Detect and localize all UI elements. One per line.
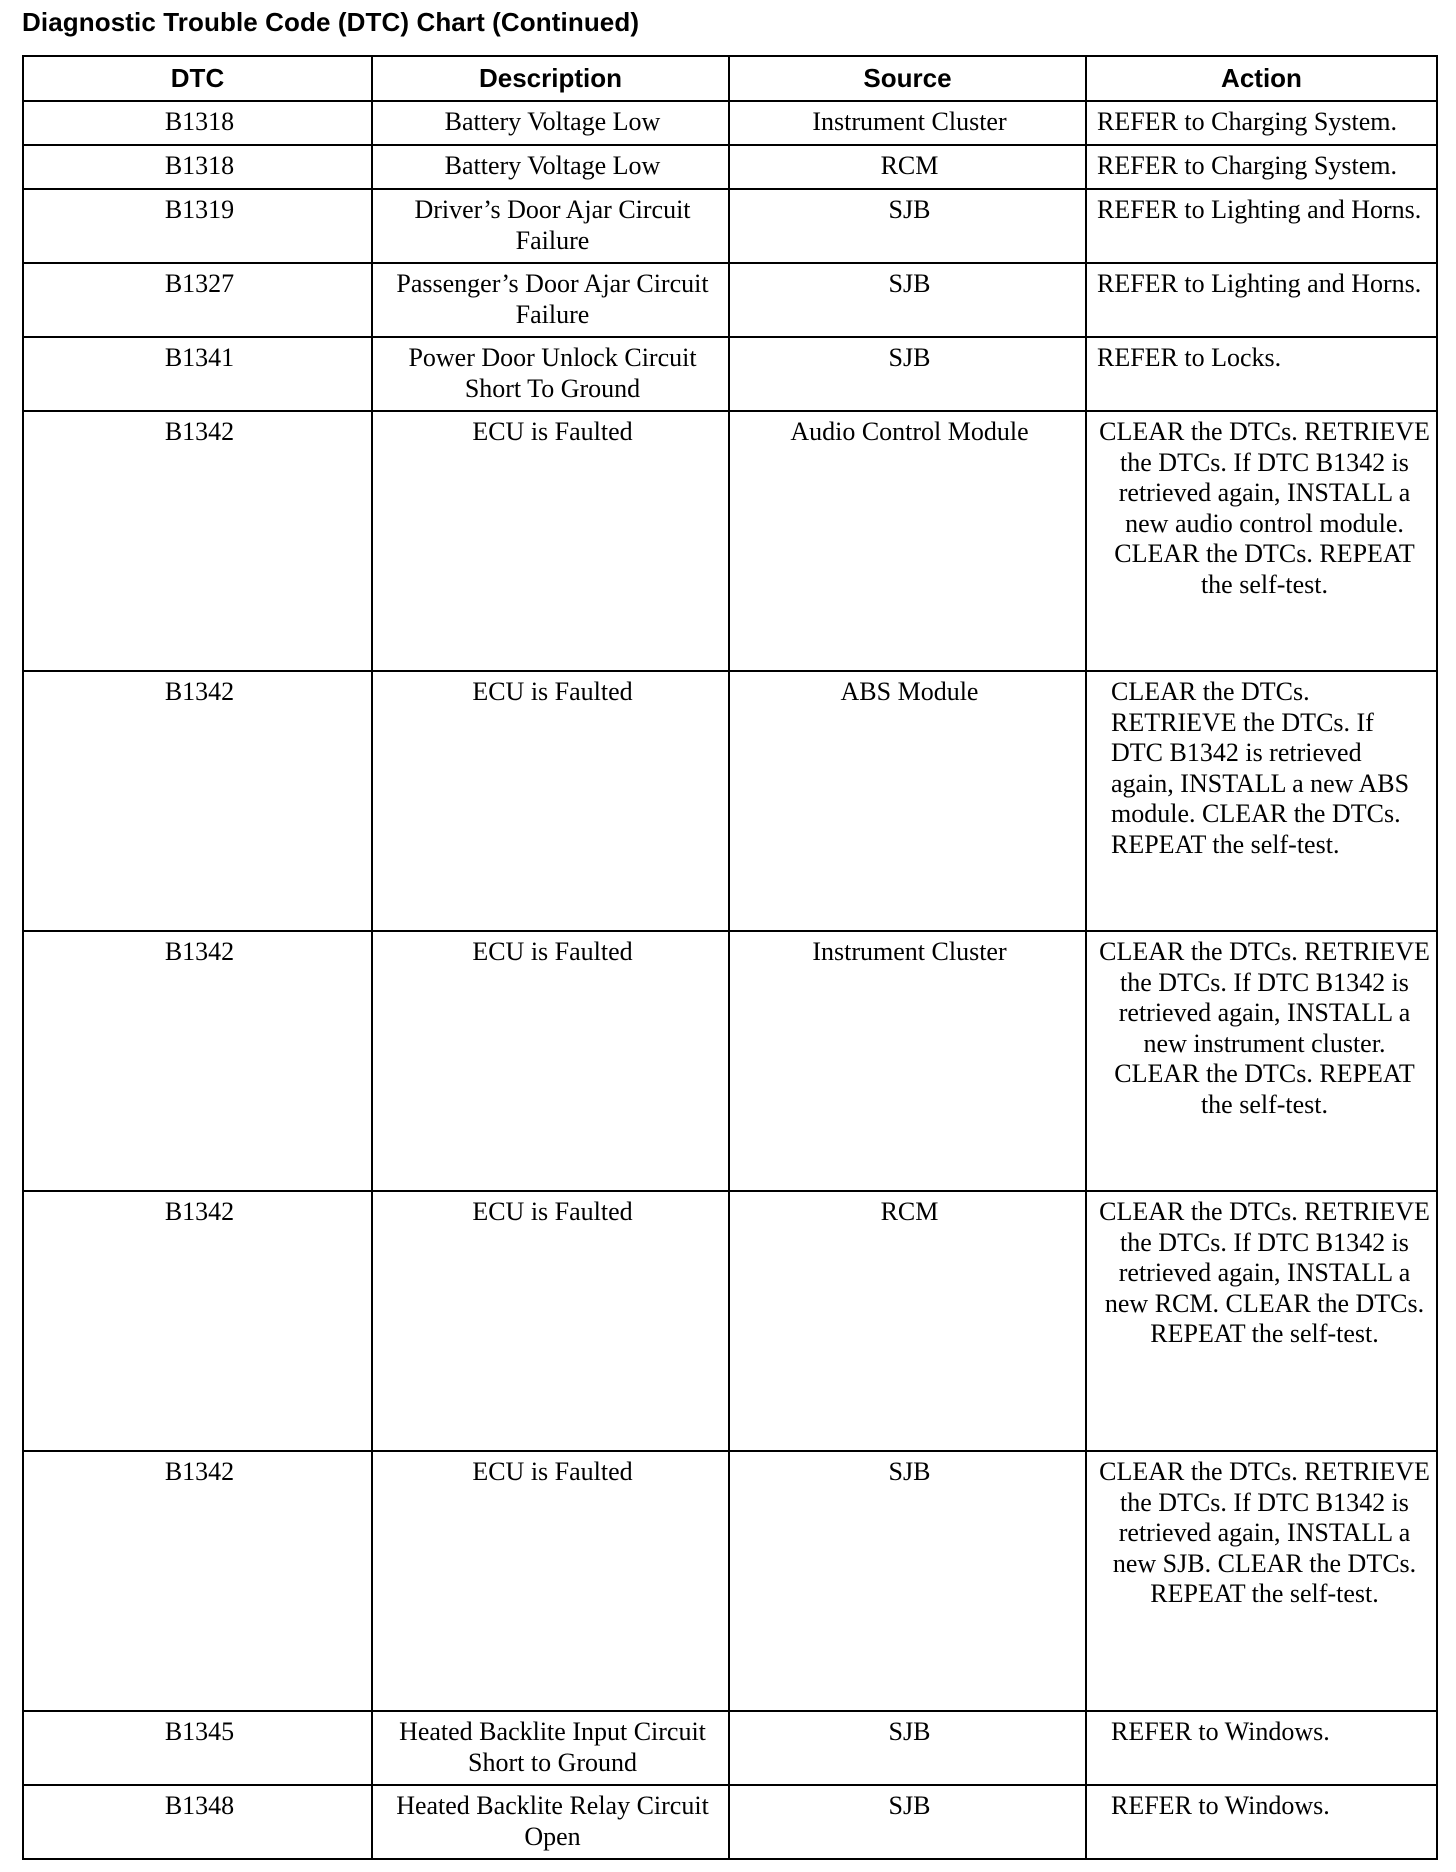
table-row [23,101,1437,145]
dtc-source: SJB [888,195,931,224]
source-cell [729,189,1086,263]
dtc-cell [23,671,372,931]
dtc-source: RCM [880,1197,939,1226]
description-cell [372,189,729,263]
source-cell [729,263,1086,337]
dtc-description: ECU is Faulted [472,1457,633,1486]
table-row [23,337,1437,411]
dtc-action: CLEAR the DTCs. RETRIEVE the DTCs. If DTC B1342 is retrieved again, INSTALL a new RCM. CLEAR the DTCs. REPEAT the self-test. [1099,1197,1430,1348]
source-cell [729,337,1086,411]
action-cell [1086,337,1437,411]
description-cell [372,1191,729,1451]
description-cell [372,411,729,671]
dtc-cell [23,1451,372,1711]
action-cell [1086,1711,1437,1785]
dtc-action: REFER to Charging System. [1097,151,1397,180]
dtc-description: Driver’s Door Ajar Circuit Failure [414,195,691,255]
dtc-description: Battery Voltage Low [444,151,661,180]
action-cell [1086,263,1437,337]
dtc-action: REFER to Lighting and Horns. [1097,195,1422,224]
header-description: Description [372,56,729,101]
dtc-source: SJB [888,1457,931,1486]
dtc-description: Power Door Unlock Circuit Short To Ground [408,343,697,403]
dtc-description: Heated Backlite Relay Circuit Open [396,1791,709,1851]
dtc-code: B1327 [164,269,235,298]
dtc-code: B1342 [164,677,235,706]
dtc-action: REFER to Locks. [1097,343,1282,372]
description-cell [372,101,729,145]
description-cell [372,1711,729,1785]
table-row [23,145,1437,189]
table-row [23,1785,1437,1859]
dtc-cell [23,145,372,189]
action-cell [1086,671,1437,931]
dtc-code: B1345 [164,1717,235,1746]
dtc-code: B1348 [164,1791,235,1820]
dtc-description: ECU is Faulted [472,677,633,706]
action-cell [1086,931,1437,1191]
source-cell [729,411,1086,671]
table-row [23,931,1437,1191]
header-dtc: DTC [23,56,372,101]
dtc-action: CLEAR the DTCs. RETRIEVE the DTCs. If DTC B1342 is retrieved again, INSTALL a new SJB. CLEAR the DTCs. REPEAT the self-test. [1099,1457,1430,1608]
dtc-cell [23,337,372,411]
header-source: Source [729,56,1086,101]
action-cell [1086,411,1437,671]
dtc-code: B1318 [164,151,235,180]
source-cell [729,1711,1086,1785]
source-cell [729,1785,1086,1859]
description-cell [372,263,729,337]
dtc-description: ECU is Faulted [472,1197,633,1226]
source-cell [729,671,1086,931]
dtc-source: SJB [888,269,931,298]
dtc-action: REFER to Windows. [1111,1791,1330,1820]
table-row [23,411,1437,671]
table-row [23,671,1437,931]
dtc-source: RCM [880,151,939,180]
dtc-action: REFER to Lighting and Horns. [1097,269,1422,298]
action-cell [1086,1191,1437,1451]
table-row [23,1451,1437,1711]
action-cell [1086,1785,1437,1859]
header-action: Action [1086,56,1437,101]
dtc-cell [23,1191,372,1451]
dtc-action: CLEAR the DTCs. RETRIEVE the DTCs. If DTC B1342 is retrieved again, INSTALL a new instrument cluster. CLEAR the DTCs. REPEAT the self-test. [1099,937,1430,1119]
table-row [23,1191,1437,1451]
dtc-description: Heated Backlite Input Circuit Short to Ground [399,1717,706,1777]
source-cell [729,931,1086,1191]
action-cell [1086,1451,1437,1711]
dtc-cell [23,263,372,337]
dtc-description: Battery Voltage Low [444,107,661,136]
dtc-cell [23,101,372,145]
action-cell [1086,145,1437,189]
description-cell [372,1785,729,1859]
description-cell [372,1451,729,1711]
dtc-action: REFER to Charging System. [1097,107,1397,136]
dtc-source: SJB [888,343,931,372]
source-cell [729,1191,1086,1451]
dtc-source: Instrument Cluster [812,937,1007,966]
dtc-code: B1342 [164,1197,235,1226]
dtc-action: CLEAR the DTCs. RETRIEVE the DTCs. If DTC B1342 is retrieved again, INSTALL a new ABS module. CLEAR the DTCs. REPEAT the self-test. [1111,677,1410,859]
dtc-source: ABS Module [840,677,979,706]
dtc-table [22,55,1438,1860]
dtc-code: B1319 [164,195,235,224]
dtc-action: CLEAR the DTCs. RETRIEVE the DTCs. If DTC B1342 is retrieved again, INSTALL a new audio control module. CLEAR the DTCs. REPEAT the self-test. [1099,417,1430,599]
table-row [23,189,1437,263]
description-cell [372,337,729,411]
dtc-description: ECU is Faulted [472,937,633,966]
dtc-code: B1342 [164,1457,235,1486]
source-cell [729,1451,1086,1711]
description-cell [372,671,729,931]
dtc-code: B1341 [164,343,235,372]
dtc-source: Instrument Cluster [812,107,1007,136]
page-title: Diagnostic Trouble Code (DTC) Chart (Continued) [22,7,640,37]
dtc-cell [23,189,372,263]
dtc-source: Audio Control Module [790,417,1029,446]
dtc-description: ECU is Faulted [472,417,633,446]
dtc-description: Passenger’s Door Ajar Circuit Failure [396,269,709,329]
source-cell [729,101,1086,145]
dtc-cell [23,411,372,671]
dtc-code: B1318 [164,107,235,136]
action-cell [1086,189,1437,263]
dtc-source: SJB [888,1791,931,1820]
dtc-cell [23,1785,372,1859]
table-header-row [23,56,1437,101]
source-cell [729,145,1086,189]
dtc-action: REFER to Windows. [1111,1717,1330,1746]
action-cell [1086,101,1437,145]
dtc-source: SJB [888,1717,931,1746]
table-row [23,1711,1437,1785]
dtc-code: B1342 [164,937,235,966]
dtc-cell [23,1711,372,1785]
dtc-code: B1342 [164,417,235,446]
table-row [23,263,1437,337]
description-cell [372,931,729,1191]
dtc-cell [23,931,372,1191]
description-cell [372,145,729,189]
